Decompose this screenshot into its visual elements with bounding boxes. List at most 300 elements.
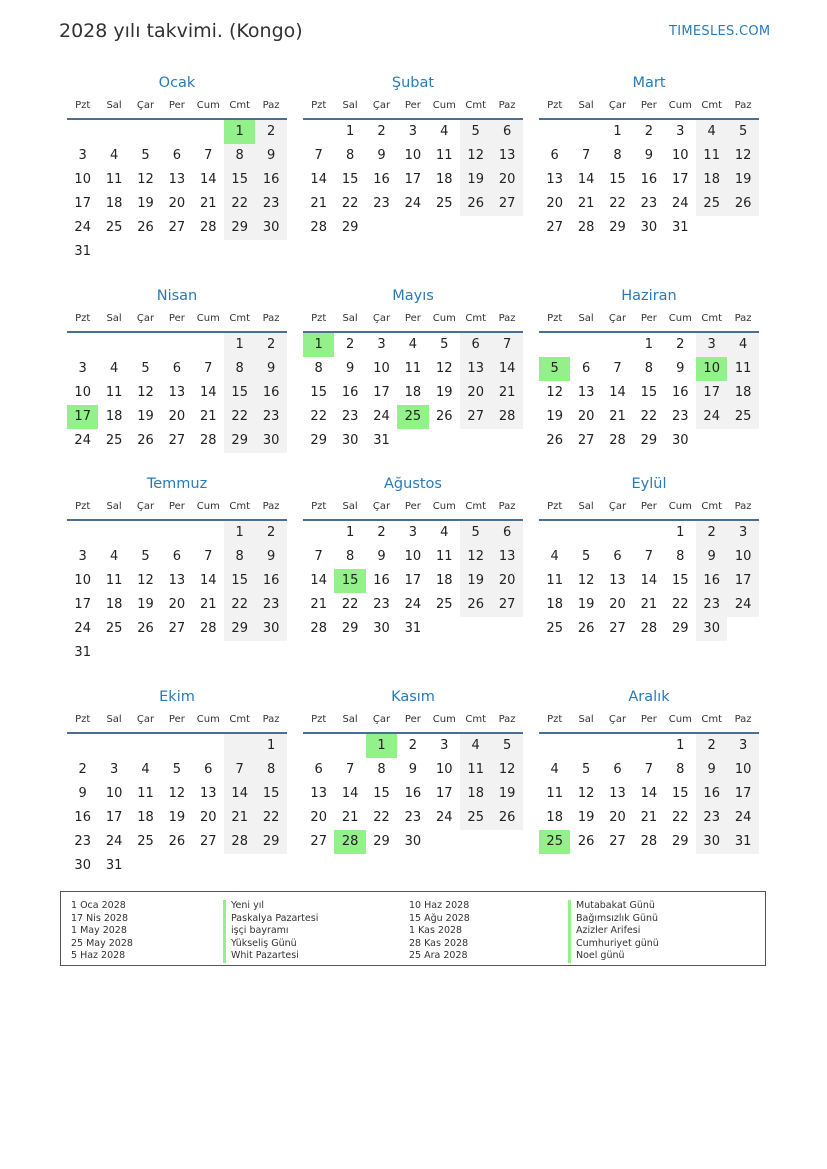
weekday-header: [539, 708, 759, 734]
calendar-day: 20: [168, 196, 186, 211]
calendar-day: 9: [266, 361, 276, 376]
calendar-day: 4: [109, 148, 119, 163]
calendar-day: 14: [640, 573, 658, 588]
calendar-day: 7: [644, 549, 654, 564]
calendar-day: 11: [734, 361, 752, 376]
calendar-day: 6: [172, 148, 182, 163]
calendar-day: 24: [373, 409, 390, 424]
calendar-day: 10: [404, 549, 422, 564]
calendar-day: 13: [546, 172, 563, 187]
month-block: [67, 473, 287, 665]
calendar-day: 22: [373, 810, 390, 825]
weekday-label: Per: [168, 313, 185, 324]
calendar-day: 17: [105, 810, 123, 825]
calendar-day: 25: [105, 220, 123, 235]
calendar-day: 7: [235, 762, 244, 777]
calendar-day: 5: [141, 148, 150, 163]
legend-holiday-name: Azizler Arifesi: [568, 925, 659, 938]
month-block: [303, 686, 523, 854]
calendar-day: 22: [640, 409, 658, 424]
weekday-label: Çar: [372, 313, 391, 324]
calendar-day: 11: [105, 385, 123, 400]
calendar-day: 31: [74, 645, 91, 660]
weekday-label: Cum: [432, 100, 456, 111]
calendar-day: 6: [613, 762, 622, 777]
weekday-label: Sal: [578, 501, 594, 512]
calendar-day: 2: [78, 762, 87, 777]
calendar-day: 2: [266, 337, 276, 352]
calendar-day: 10: [373, 361, 390, 376]
calendar-day: 14: [609, 385, 626, 400]
calendar-day: 18: [436, 172, 453, 187]
weekday-label: Cmt: [701, 100, 723, 111]
holiday-day: 1: [366, 734, 397, 758]
calendar-day: 30: [672, 433, 689, 448]
month-block: [67, 686, 287, 878]
calendar-day: 25: [105, 433, 123, 448]
calendar-day: 1: [266, 738, 276, 753]
calendar-day: 19: [168, 810, 186, 825]
calendar-day: 11: [105, 172, 123, 187]
calendar-day: 13: [609, 786, 626, 801]
calendar-day: 14: [231, 786, 248, 801]
calendar-day: 5: [581, 762, 591, 777]
calendar-day: 30: [703, 834, 720, 849]
weekday-label: Pzt: [311, 501, 327, 512]
calendar-day: 2: [377, 525, 386, 540]
holiday-day: 1: [224, 120, 255, 144]
calendar-day: 28: [310, 220, 327, 235]
calendar-day: 14: [577, 172, 595, 187]
weekday-header: [539, 495, 759, 521]
weekday-header: [303, 708, 523, 734]
calendar-day: 11: [105, 573, 123, 588]
calendar-day: 18: [105, 196, 123, 211]
day-grid: [303, 734, 523, 854]
calendar-day: 6: [581, 361, 591, 376]
calendar-day: 5: [471, 124, 480, 139]
weekday-label: Cum: [196, 100, 220, 111]
calendar-day: 27: [467, 409, 484, 424]
calendar-day: 29: [640, 433, 658, 448]
weekday-label: Sal: [342, 714, 358, 725]
weekday-label: Per: [168, 100, 185, 111]
calendar-day: 19: [137, 196, 154, 211]
calendar-day: 3: [78, 148, 87, 163]
weekday-label: Çar: [136, 313, 155, 324]
calendar-day: 1: [345, 124, 355, 139]
calendar-day: 8: [644, 361, 654, 376]
calendar-day: 20: [609, 810, 626, 825]
calendar-day: 19: [436, 385, 453, 400]
day-grid: [303, 521, 523, 641]
weekday-label: Pzt: [547, 100, 563, 111]
weekday-label: Cum: [668, 100, 692, 111]
calendar-day: 28: [577, 220, 595, 235]
calendar-day: 2: [377, 124, 386, 139]
month-name: Şubat: [391, 75, 435, 91]
weekday-label: Sal: [106, 501, 122, 512]
calendar-day: 22: [231, 597, 248, 612]
calendar-day: 14: [200, 573, 217, 588]
calendar-day: 12: [137, 172, 154, 187]
weekday-label: Çar: [608, 313, 627, 324]
calendar-day: 31: [404, 621, 422, 636]
calendar-day: 28: [200, 220, 217, 235]
calendar-day: 31: [105, 858, 123, 873]
calendar-day: 3: [78, 361, 87, 376]
day-grid: [67, 120, 287, 264]
calendar-day: 27: [546, 220, 563, 235]
month-name: Eylül: [631, 476, 667, 492]
calendar-day: 17: [74, 597, 91, 612]
calendar-day: 1: [613, 124, 622, 139]
calendar-day: 6: [550, 148, 559, 163]
calendar-day: 29: [231, 621, 248, 636]
calendar-day: 30: [640, 220, 658, 235]
calendar-day: 13: [577, 385, 595, 400]
calendar-day: 21: [200, 597, 217, 612]
calendar-day: 4: [471, 738, 480, 753]
calendar-day: 22: [310, 409, 327, 424]
legend-holiday-name: Yükseliş Günü: [223, 938, 318, 951]
weekday-label: Cum: [668, 501, 692, 512]
legend-date: 15 Ağu 2028: [409, 912, 470, 924]
calendar-day: 20: [609, 597, 626, 612]
calendar-day: 21: [640, 810, 658, 825]
calendar-day: 12: [137, 385, 154, 400]
calendar-day: 8: [613, 148, 622, 163]
calendar-day: 17: [436, 786, 453, 801]
calendar-day: 24: [74, 621, 91, 636]
calendar-day: 5: [440, 337, 449, 352]
calendar-day: 24: [404, 597, 422, 612]
month-block: [539, 473, 759, 641]
weekday-label: Çar: [608, 501, 627, 512]
weekday-header: [67, 708, 287, 734]
calendar-day: 18: [546, 597, 563, 612]
calendar-day: 11: [467, 762, 484, 777]
weekday-header: [539, 307, 759, 333]
calendar-day: 18: [467, 786, 484, 801]
calendar-day: 15: [262, 786, 280, 801]
calendar-day: 23: [373, 196, 390, 211]
calendar-day: 2: [266, 525, 276, 540]
calendar-day: 20: [200, 810, 217, 825]
calendar-day: 23: [703, 810, 720, 825]
calendar-day: 11: [703, 148, 720, 163]
legend-holiday-name: Cumhuriyet günü: [568, 938, 659, 951]
calendar-day: 10: [74, 573, 91, 588]
weekday-label: Cum: [196, 714, 220, 725]
weekday-label: Sal: [106, 313, 122, 324]
legend-holiday-name: Whit Pazartesi: [223, 950, 318, 963]
month-block: [303, 72, 523, 240]
calendar-day: 6: [502, 525, 512, 540]
month-name: Kasım: [391, 689, 435, 705]
calendar-day: 8: [266, 762, 276, 777]
weekday-label: Paz: [262, 501, 280, 512]
legend-date: 25 May 2028: [71, 937, 133, 949]
calendar-day: 26: [577, 834, 595, 849]
calendar-day: 26: [168, 834, 186, 849]
calendar-day: 21: [200, 196, 217, 211]
calendar-day: 23: [262, 196, 280, 211]
calendar-day: 25: [467, 810, 484, 825]
calendar-day: 19: [137, 597, 154, 612]
month-name: Ekim: [159, 689, 195, 705]
calendar-day: 15: [231, 172, 248, 187]
calendar-day: 8: [235, 361, 244, 376]
legend-names-left: [223, 900, 318, 963]
legend-date: 17 Nis 2028: [71, 912, 128, 924]
calendar-day: 5: [141, 361, 150, 376]
calendar-day: 25: [734, 409, 752, 424]
calendar-day: 2: [408, 738, 418, 753]
month-block: [539, 72, 759, 240]
calendar-day: 4: [550, 549, 559, 564]
month-block: [67, 72, 287, 264]
calendar-day: 22: [672, 810, 689, 825]
day-grid: [539, 333, 759, 453]
calendar-day: 13: [168, 172, 186, 187]
calendar-day: 4: [738, 337, 748, 352]
day-grid: [539, 521, 759, 641]
weekday-label: Pzt: [75, 714, 91, 725]
calendar-day: 8: [235, 549, 244, 564]
calendar-day: 26: [734, 196, 752, 211]
weekday-label: Paz: [498, 313, 516, 324]
calendar-day: 26: [436, 409, 453, 424]
calendar-day: 17: [672, 172, 689, 187]
calendar-day: 4: [109, 549, 119, 564]
calendar-day: 2: [707, 738, 716, 753]
calendar-day: 10: [404, 148, 422, 163]
calendar-day: 12: [137, 573, 154, 588]
calendar-day: 4: [707, 124, 716, 139]
month-name: Nisan: [156, 288, 198, 304]
calendar-day: 23: [74, 834, 91, 849]
calendar-day: 28: [231, 834, 248, 849]
calendar-day: 24: [105, 834, 123, 849]
calendar-day: 4: [141, 762, 150, 777]
calendar-day: 6: [314, 762, 323, 777]
calendar-day: 2: [707, 525, 716, 540]
weekday-label: Per: [404, 100, 421, 111]
weekday-label: Cum: [432, 714, 456, 725]
weekday-label: Per: [168, 501, 185, 512]
brand-link[interactable]: TIMESLES.COM: [669, 24, 771, 39]
calendar-day: 15: [672, 786, 689, 801]
calendar-day: 26: [137, 220, 154, 235]
weekday-label: Çar: [372, 501, 391, 512]
weekday-label: Sal: [106, 100, 122, 111]
calendar-day: 15: [231, 385, 248, 400]
calendar-day: 20: [467, 385, 484, 400]
calendar-day: 3: [78, 549, 87, 564]
calendar-day: 13: [168, 385, 186, 400]
calendar-day: 12: [577, 573, 595, 588]
calendar-day: 24: [734, 597, 752, 612]
month-name: Ocak: [158, 75, 196, 91]
calendar-day: 1: [676, 738, 685, 753]
calendar-day: 5: [141, 549, 150, 564]
calendar-day: 7: [204, 549, 213, 564]
calendar-day: 9: [408, 762, 418, 777]
calendar-day: 3: [707, 337, 716, 352]
month-block: [67, 285, 287, 453]
calendar-day: 23: [404, 810, 422, 825]
calendar-day: 9: [266, 549, 276, 564]
calendar-day: 23: [640, 196, 658, 211]
calendar-day: 25: [105, 621, 123, 636]
calendar-day: 15: [609, 172, 626, 187]
calendar-day: 14: [498, 361, 516, 376]
calendar-day: 25: [436, 597, 453, 612]
calendar-day: 5: [502, 738, 512, 753]
legend-date: 10 Haz 2028: [409, 900, 470, 911]
weekday-header: [67, 94, 287, 120]
month-name: Mayıs: [392, 288, 434, 304]
legend-date: 25 Ara 2028: [409, 950, 468, 962]
weekday-label: Paz: [734, 100, 752, 111]
calendar-day: 16: [703, 786, 720, 801]
weekday-label: Paz: [498, 100, 516, 111]
holiday-day: 17: [67, 405, 98, 429]
calendar-day: 8: [676, 762, 685, 777]
month-name: Mart: [632, 75, 666, 91]
calendar-day: 11: [436, 148, 453, 163]
legend-date: 1 Kas 2028: [409, 925, 463, 937]
calendar-day: 21: [609, 409, 626, 424]
calendar-day: 28: [200, 621, 217, 636]
calendar-day: 7: [314, 148, 323, 163]
calendar-day: 21: [231, 810, 248, 825]
calendar-day: 23: [341, 409, 359, 424]
calendar-day: 20: [498, 172, 516, 187]
weekday-label: Pzt: [75, 501, 91, 512]
calendar-day: 29: [310, 433, 327, 448]
calendar-day: 24: [672, 196, 689, 211]
calendar-day: 15: [373, 786, 390, 801]
calendar-day: 16: [262, 385, 280, 400]
weekday-label: Cmt: [701, 501, 723, 512]
calendar-day: 7: [581, 148, 591, 163]
calendar-day: 26: [137, 433, 154, 448]
calendar-day: 16: [672, 385, 689, 400]
month-block: [539, 285, 759, 453]
calendar-day: 4: [440, 525, 449, 540]
calendar-day: 6: [172, 361, 182, 376]
calendar-day: 29: [231, 220, 248, 235]
weekday-label: Pzt: [311, 714, 327, 725]
legend-holiday-name: Noel günü: [568, 950, 659, 963]
weekday-label: Çar: [608, 714, 627, 725]
calendar-day: 29: [231, 433, 248, 448]
holiday-day: 25: [539, 830, 570, 854]
calendar-day: 30: [341, 433, 359, 448]
weekday-label: Pzt: [547, 313, 563, 324]
calendar-day: 13: [498, 549, 516, 564]
calendar-day: 29: [609, 220, 626, 235]
calendar-day: 16: [703, 573, 720, 588]
calendar-day: 8: [377, 762, 386, 777]
legend-dates-right: [409, 900, 470, 963]
calendar-day: 10: [105, 786, 123, 801]
calendar-day: 13: [609, 573, 626, 588]
calendar-day: 10: [672, 148, 689, 163]
calendar-day: 9: [345, 361, 355, 376]
calendar-day: 16: [262, 573, 280, 588]
month-name: Haziran: [621, 288, 677, 304]
calendar-day: 17: [734, 786, 752, 801]
weekday-label: Cum: [432, 313, 456, 324]
weekday-label: Paz: [734, 313, 752, 324]
calendar-day: 1: [644, 337, 654, 352]
weekday-header: [303, 495, 523, 521]
calendar-day: 5: [471, 525, 480, 540]
calendar-day: 22: [231, 409, 248, 424]
calendar-day: 22: [609, 196, 626, 211]
weekday-label: Pzt: [75, 100, 91, 111]
calendar-day: 27: [609, 834, 626, 849]
calendar-day: 16: [640, 172, 658, 187]
calendar-day: 18: [105, 597, 123, 612]
calendar-day: 25: [546, 621, 563, 636]
calendar-day: 16: [262, 172, 280, 187]
calendar-day: 12: [498, 762, 516, 777]
weekday-label: Pzt: [547, 714, 563, 725]
calendar-day: 23: [672, 409, 689, 424]
calendar-day: 7: [314, 549, 323, 564]
calendar-day: 27: [200, 834, 217, 849]
month-name: Temmuz: [146, 476, 208, 492]
calendar-day: 3: [440, 738, 449, 753]
weekday-label: Pzt: [311, 313, 327, 324]
weekday-label: Per: [404, 714, 421, 725]
weekday-label: Paz: [262, 714, 280, 725]
calendar-day: 4: [550, 762, 559, 777]
day-grid: [67, 521, 287, 665]
calendar-day: 20: [546, 196, 563, 211]
calendar-day: 27: [168, 621, 186, 636]
legend-holiday-name: Mutabakat Günü: [568, 900, 659, 913]
weekday-label: Çar: [372, 100, 391, 111]
calendar-day: 19: [467, 172, 484, 187]
legend-holiday-name: Yeni yıl: [223, 900, 318, 913]
calendar-day: 6: [204, 762, 213, 777]
calendar-day: 17: [373, 385, 390, 400]
weekday-label: Sal: [342, 100, 358, 111]
weekday-label: Cmt: [701, 714, 723, 725]
calendar-day: 7: [204, 361, 213, 376]
holiday-day: 10: [696, 357, 727, 381]
calendar-day: 29: [262, 834, 280, 849]
calendar-day: 15: [231, 573, 248, 588]
calendar-day: 23: [373, 597, 390, 612]
calendar-day: 27: [310, 834, 327, 849]
calendar-day: 13: [310, 786, 327, 801]
weekday-label: Paz: [734, 714, 752, 725]
calendar-day: 3: [109, 762, 119, 777]
calendar-day: 18: [404, 385, 422, 400]
calendar-day: 1: [235, 525, 244, 540]
calendar-day: 2: [345, 337, 355, 352]
calendar-day: 19: [577, 597, 595, 612]
weekday-label: Cmt: [465, 313, 487, 324]
calendar-day: 10: [734, 762, 752, 777]
day-grid: [303, 333, 523, 453]
